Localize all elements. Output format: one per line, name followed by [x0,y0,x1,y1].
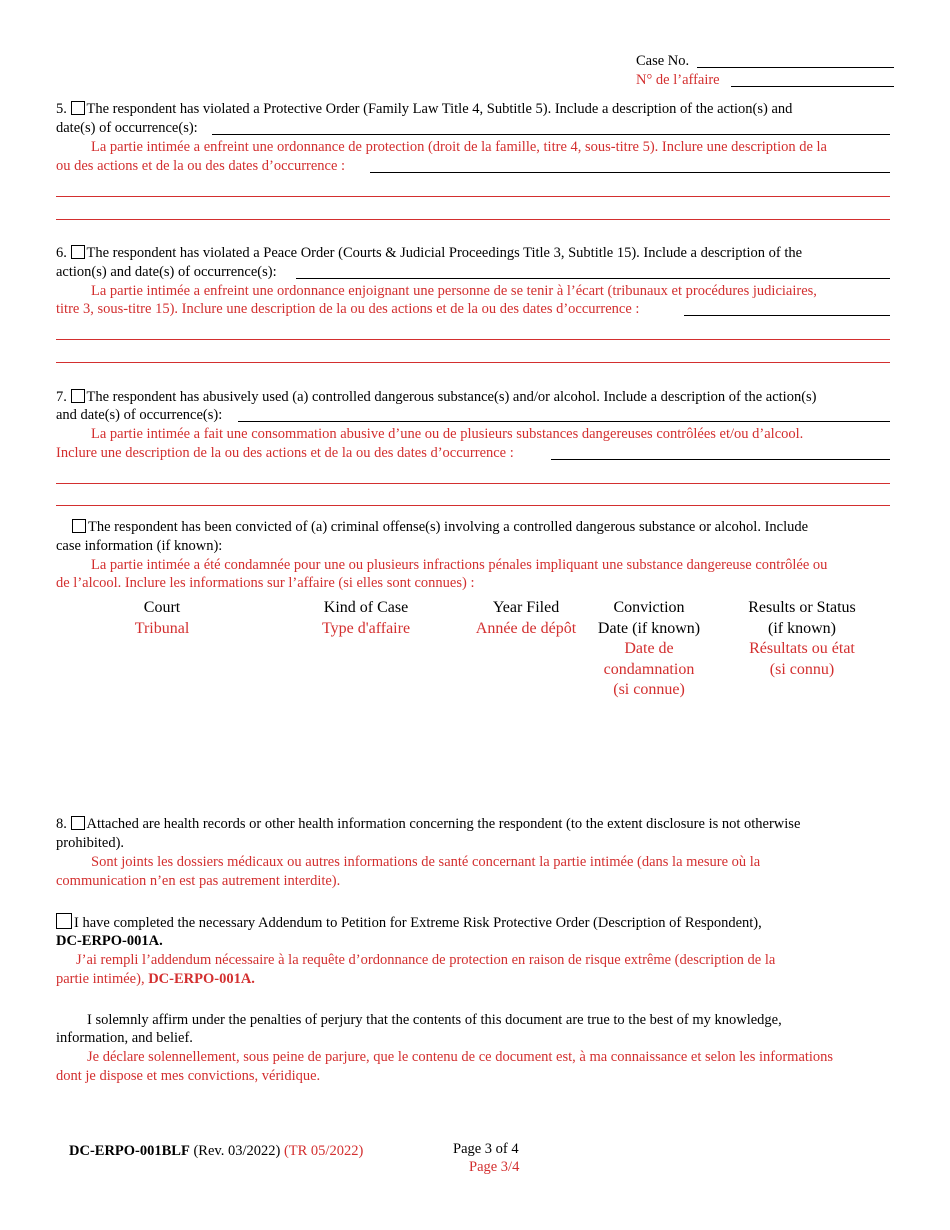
addendum-text: I have completed the necessary Addendum to Petition for Extreme Risk Protective Order (Description of Respondent), [56,913,892,933]
footer-form-id: DC-ERPO-001BLF (Rev. 03/2022) (TR 05/2022) [69,1143,364,1159]
item-5-text-fr-line2: ou des actions et de la ou des dates d’occurrence : [56,158,346,174]
case-no-underline-fr [731,86,894,87]
column-header-year-filed: Year Filed Année de dépôt [475,599,577,637]
item-8-text-fr-line2: communication n’en est pas autrement interdite). [56,873,341,889]
page-number-fr: Page 3/4 [469,1159,520,1175]
case-no-label-fr: N° de l’affaire [636,72,720,88]
item-7-checkbox[interactable] [71,389,85,403]
item-6-answer-line[interactable] [56,362,890,363]
item-7-fr-underline [551,459,890,460]
conviction-text-line2: case information (if known): [56,538,223,554]
conviction-checkbox[interactable] [72,519,86,533]
conviction-text-fr: La partie intimée a été condamnée pour une ou plusieurs infractions pénales impliquant une substance dangereuse contrôlée ou [91,557,828,573]
affirmation-text-fr-line2: dont je dispose et mes convictions, véridique. [56,1068,321,1084]
addendum-form-code: DC-ERPO-001A. [56,933,163,949]
item-6-fr-underline [684,315,890,316]
addendum-text-fr-line2: partie intimée), DC-ERPO-001A. [56,971,255,987]
case-no-label: Case No. [636,53,690,69]
column-header-kind-of-case: Kind of Case Type d'affaire [321,599,411,637]
item-6-text: 6. The respondent has violated a Peace Order (Courts & Judicial Proceedings Title 3, Subtitle 15). Include a description of the [56,245,803,261]
item-7-description-field[interactable] [238,421,890,422]
item-8-text-fr: Sont joints les dossiers médicaux ou autres informations de santé concernant la partie intimée (dans la mesure où la [91,854,761,870]
page-number: Page 3 of 4 [453,1141,519,1157]
addendum-form-code-fr: DC-ERPO-001A. [148,971,255,987]
item-6-text-fr: La partie intimée a enfreint une ordonnance enjoignant une personne de se tenir à l’écart (tribunaux et procédures judiciaires, [91,283,817,299]
item-7-answer-line[interactable] [56,505,890,506]
item-7-text-line2: and date(s) of occurrence(s): [56,407,223,423]
item-8-text: 8. Attached are health records or other health information concerning the respondent (to the extent disclosure is not otherwise [56,816,801,832]
item-5-text-fr: La partie intimée a enfreint une ordonnance de protection (droit de la famille, titre 4, sous-titre 5). Inclure une description de la [91,139,827,155]
affirmation-text: I solemnly affirm under the penalties of perjury that the contents of this document are true to the best of my knowledge, [87,1012,782,1028]
affirmation-text-fr: Je déclare solennellement, sous peine de parjure, que le contenu de ce document est, à ma connaissance et selon les informations [87,1049,834,1065]
item-5-text-line2: date(s) of occurrence(s): [56,120,198,136]
item-7-text: 7. The respondent has abusively used (a) controlled dangerous substance(s) and/or alcohol. Include a description of the action(s) [56,389,817,405]
addendum-checkbox[interactable] [56,913,72,929]
addendum-text-fr: J’ai rempli l’addendum nécessaire à la requête d’ordonnance de protection en raison de risque extrême (description de la [76,952,776,968]
affirmation-text-line2: information, and belief. [56,1030,193,1046]
conviction-text-fr-line2: de l’alcool. Inclure les informations sur l’affaire (si elles sont connues) : [56,575,475,591]
item-6-text-fr-line2: titre 3, sous-titre 15). Inclure une description de la ou des actions et de la ou des dates d’occurrence : [56,301,640,317]
item-5-description-field[interactable] [212,134,890,135]
column-header-conviction-date: Conviction Date (if known) Date de condamnation (si connue) [597,599,701,698]
item-8-text-line2: prohibited). [56,835,125,851]
item-5-fr-underline [370,172,890,173]
conviction-text: The respondent has been convicted of (a) criminal offense(s) involving a controlled dangerous substance or alcohol. Include [72,518,892,537]
item-5-checkbox[interactable] [71,101,85,115]
item-6-number: 6. [56,245,67,261]
item-6-description-field[interactable] [296,278,890,279]
item-5-answer-line[interactable] [56,219,890,220]
item-5-text: 5. The respondent has violated a Protective Order (Family Law Title 4, Subtitle 5). Include a description of the action(s) and [56,101,793,117]
item-8-checkbox[interactable] [71,816,85,830]
item-6-checkbox[interactable] [71,245,85,259]
column-header-court: Court Tribunal [134,599,190,637]
item-7-answer-line[interactable] [56,483,890,484]
item-7-number: 7. [56,389,67,405]
item-7-text-fr-line2: Inclure une description de la ou des actions et de la ou des dates d’occurrence : [56,445,514,461]
item-8-number: 8. [56,816,67,832]
item-7-text-fr: La partie intimée a fait une consommation abusive d’une ou de plusieurs substances dangereuses contrôlées et/ou d’alcool. [91,426,804,442]
column-header-results-status: Results or Status (if known) Résultats ou état (si connu) [748,599,856,678]
item-5-answer-line[interactable] [56,196,890,197]
item-6-answer-line[interactable] [56,339,890,340]
item-6-text-line2: action(s) and date(s) of occurrence(s): [56,264,277,280]
case-no-field[interactable] [697,67,894,68]
item-5-number: 5. [56,101,67,117]
